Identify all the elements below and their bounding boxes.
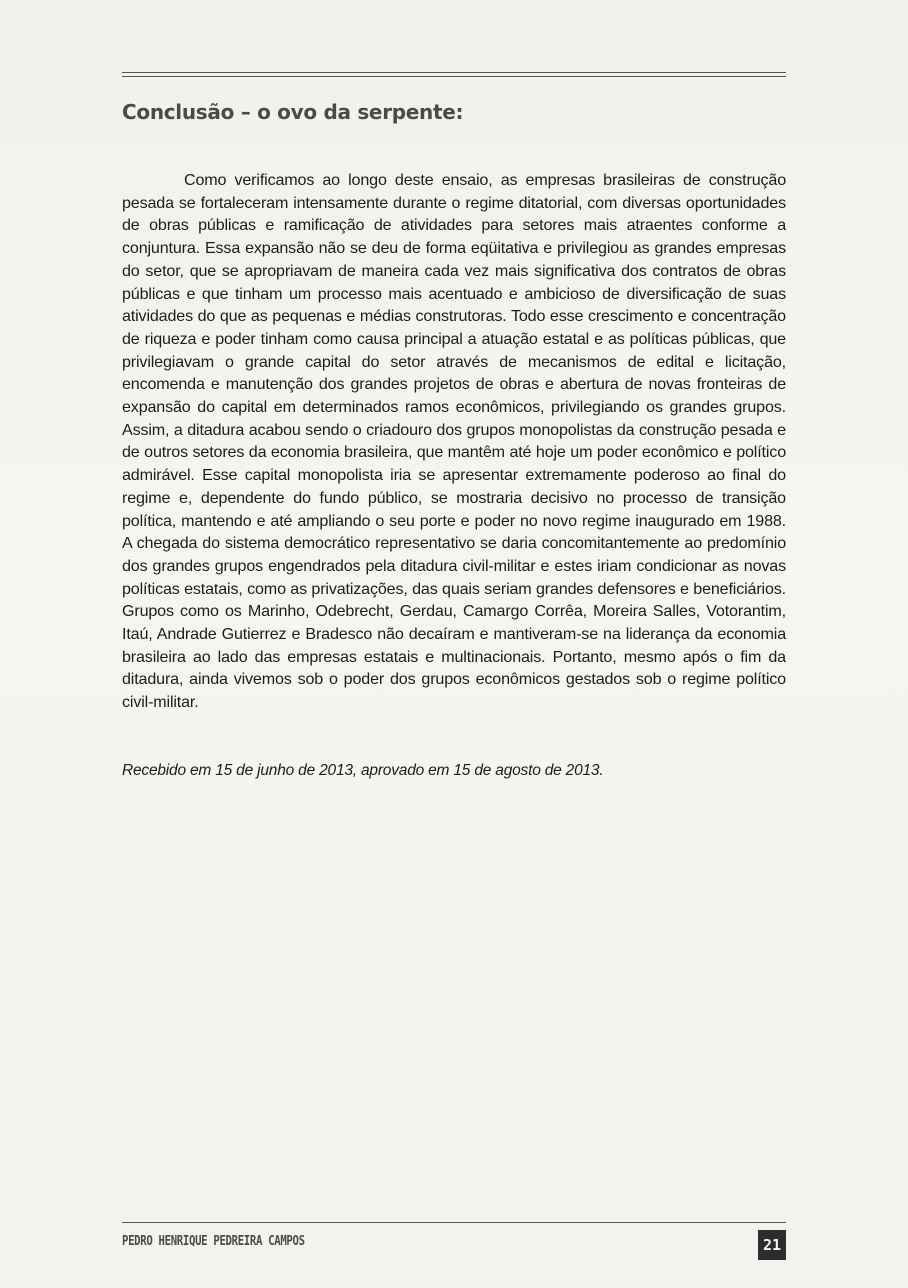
section-title: Conclusão – o ovo da serpente: xyxy=(122,100,464,124)
received-approved-note: Recebido em 15 de junho de 2013, aprovado em 15 de agosto de 2013. xyxy=(122,762,604,779)
footer-rule xyxy=(122,1222,786,1223)
header-double-rule xyxy=(122,72,786,77)
body-paragraph: Como verificamos ao longo deste ensaio, as empresas brasileiras de construção pesada se fortaleceram intensamente durante o regime ditatorial, com diversas oportunidades de obras públicas e ramificação de atividades para setores mais atraentes conforme a conjuntura. Essa expansão não se deu de forma eqüitativa e privilegiou as grandes empresas do setor, que se apropriavam de maneira cada vez mais significativa dos contratos de obras públicas e que tinham um processo mais acentuado e ambicioso de diversificação de suas atividades do que as pequenas e médias construtoras. Todo esse crescimento e concentração de riqueza e poder tinham como causa principal a atuação estatal e as políticas públicas, que privilegiavam o grande capital do setor através de mecanismos de edital e licitação, encomenda e manutenção dos grandes projetos de obras e abertura de novas fronteiras de expansão do capital em determinados ramos econômicos, privilegiando os grandes grupos. Assim, a ditadura acabou sendo o criadouro dos grupos monopolistas da construção pesada e de outros setores da economia brasileira, que mantêm até hoje um poder econômico e político admirável. Esse capital monopolista iria se apresentar extremamente poderoso ao final do regime e, dependente do fundo público, se mostraria decisivo no processo de transição política, mantendo e até ampliando o seu porte e poder no novo regime inaugurado em 1988. A chegada do sistema democrático representativo se daria concomitantemente ao predomínio dos grandes grupos engendrados pela ditadura civil-militar e estes iriam condicionar as novas políticas estatais, como as privatizações, das quais seriam grandes defensores e beneficiários. Grupos como os Marinho, Odebrecht, Gerdau, Camargo Corrêa, Moreira Salles, Votorantim, Itaú, Andrade Gutierrez e Bradesco não decaíram e mantiveram-se na liderança da economia brasileira ao lado das empresas estatais e multinacionais. Portanto, mesmo após o fim da ditadura, ainda vivemos sob o poder dos grupos econômicos gestados sob o regime político civil-militar. xyxy=(122,171,786,712)
footer-author-name: PEDRO HENRIQUE PEDREIRA CAMPOS xyxy=(122,1234,305,1249)
document-page xyxy=(122,0,786,1288)
page-number-badge: 21 xyxy=(758,1230,786,1260)
